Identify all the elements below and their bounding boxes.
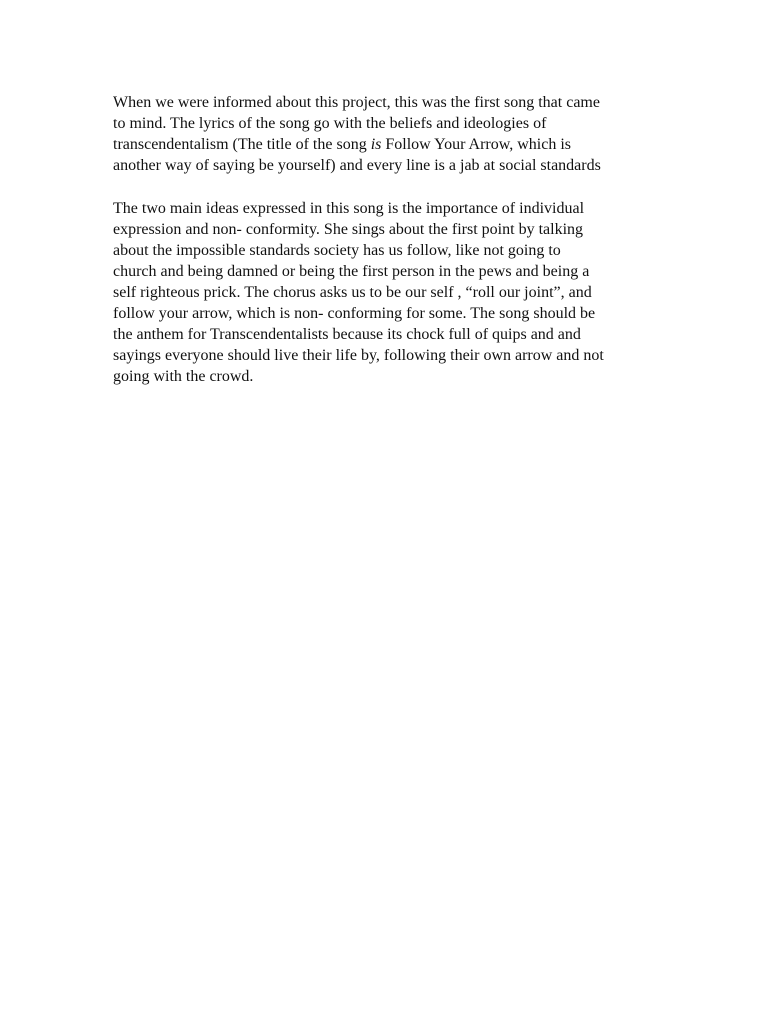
text-line: sayings everyone should live their life by, following their own arrow and not <box>113 347 604 364</box>
text-segment: Follow Your Arrow, which is <box>381 136 572 153</box>
text-line: the anthem for Transcendentalists because its chock full of quips and and <box>113 326 581 343</box>
document-body <box>113 92 673 387</box>
text-segment: transcendentalism (The title of the song <box>113 136 371 153</box>
text-line: going with the crowd. <box>113 368 254 385</box>
text-line: follow your arrow, which is non- conforming for some. The song should be <box>113 305 596 322</box>
text-line: The two main ideas expressed in this song is the importance of individual <box>113 200 585 217</box>
text-line: another way of saying be yourself) and every line is a jab at social standards <box>113 157 601 174</box>
text-line: church and being damned or being the first person in the pews and being a <box>113 263 590 280</box>
paragraph-1 <box>113 92 673 176</box>
text-line <box>113 134 673 155</box>
paragraph-2 <box>113 198 673 387</box>
text-line: about the impossible standards society has us follow, like not going to <box>113 242 561 259</box>
text-line: self righteous prick. The chorus asks us to be our self , “roll our joint”, and <box>113 284 592 301</box>
text-line: expression and non- conformity. She sings about the first point by talking <box>113 221 584 238</box>
text-line: to mind. The lyrics of the song go with the beliefs and ideologies of <box>113 115 547 132</box>
italic-text: is <box>370 136 382 153</box>
text-line: When we were informed about this project, this was the first song that came <box>113 94 600 111</box>
